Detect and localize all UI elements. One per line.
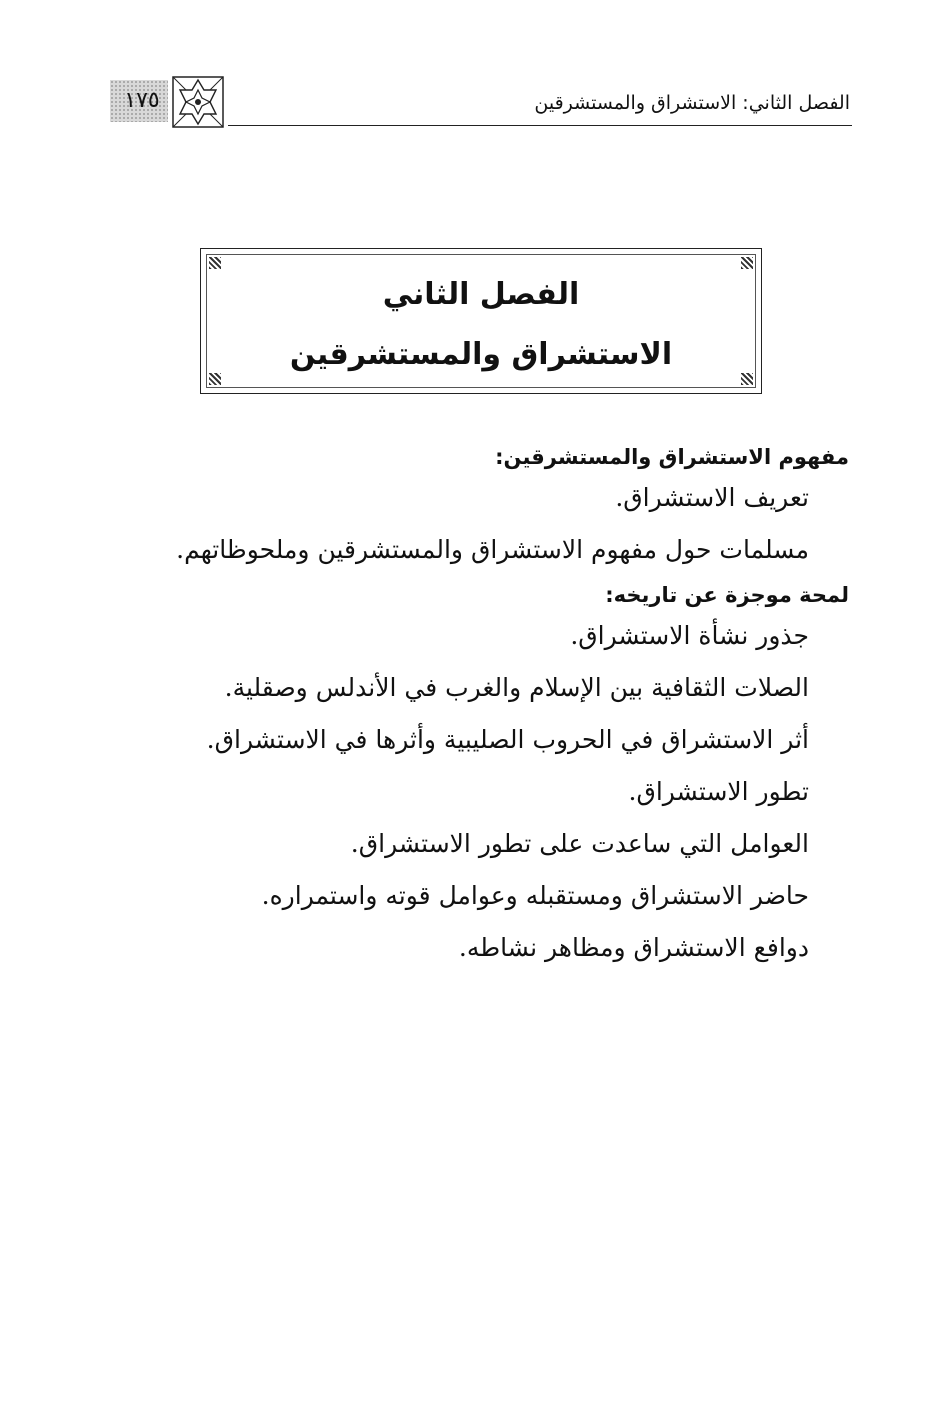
chapter-contents: [149, 438, 849, 974]
list-item: تعريف الاستشراق.: [615, 483, 809, 512]
list-item: العوامل التي ساعدت على تطور الاستشراق.: [350, 829, 809, 858]
running-header-title: الفصل الثاني: الاستشراق والمستشرقين: [534, 92, 850, 114]
chapter-subtitle: الاستشراق والمستشرقين: [289, 337, 673, 372]
section-concept: [149, 442, 849, 576]
header-rule: [228, 125, 852, 126]
corner-ornament-icon: [209, 257, 221, 269]
page-number: ١٧٥: [124, 88, 160, 113]
list-item: تطور الاستشراق.: [628, 777, 809, 806]
geometric-ornament-icon: [172, 76, 224, 128]
corner-ornament-icon: [741, 257, 753, 269]
corner-ornament-icon: [209, 373, 221, 385]
list-item: جذور نشأة الاستشراق.: [570, 621, 809, 650]
list-item: حاضر الاستشراق ومستقبله وعوامل قوته واستمراره.: [261, 881, 809, 910]
corner-ornament-icon: [741, 373, 753, 385]
section-history: [149, 580, 849, 974]
chapter-title-box: [200, 248, 762, 394]
list-item: الصلات الثقافية بين الإسلام والغرب في الأندلس وصقلية.: [224, 673, 809, 702]
list-item: دوافع الاستشراق ومظاهر نشاطه.: [458, 933, 809, 962]
list-item: مسلمات حول مفهوم الاستشراق والمستشرقين وملحوظاتهم.: [176, 535, 809, 564]
chapter-title: الفصل الثاني: [382, 277, 580, 312]
section-heading: لمحة موجزة عن تاريخه:: [605, 583, 849, 607]
running-header: [110, 70, 852, 126]
page-number-box: [110, 80, 168, 122]
list-item: أثر الاستشراق في الحروب الصليبية وأثرها في الاستشراق.: [206, 725, 809, 754]
section-heading: مفهوم الاستشراق والمستشرقين:: [495, 445, 849, 469]
